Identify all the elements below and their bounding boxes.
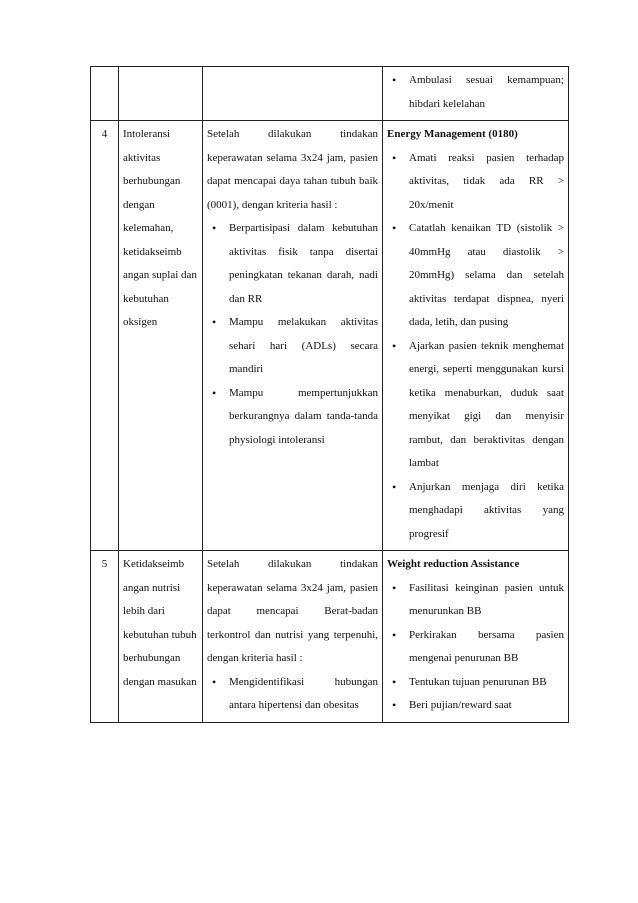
outcome-criteria-list bbox=[207, 671, 378, 718]
intervention-cell bbox=[383, 121, 569, 551]
intervention-list bbox=[387, 577, 564, 718]
outcome-cell bbox=[203, 67, 383, 121]
list-item: • Fasilitasi keinginan pasien untuk menurunkan BB bbox=[387, 577, 564, 624]
row-number bbox=[91, 67, 119, 121]
list-item: • Anjurkan menjaga diri ketika menghadapi aktivitas yang progresif bbox=[387, 476, 564, 547]
list-item: • Mampu melakukan aktivitas sehari hari (ADLs) secara mandiri bbox=[207, 311, 378, 382]
table-row bbox=[91, 551, 569, 723]
list-item: • Amati reaksi pasien terhadap aktivitas, tidak ada RR > 20x/menit bbox=[387, 147, 564, 218]
nursing-care-plan-table bbox=[90, 66, 569, 723]
outcome-cell bbox=[203, 121, 383, 551]
intervention-cell bbox=[383, 551, 569, 723]
outcome-text: Setelah dilakukan tindakan keperawatan selama 3x24 jam, pasien dapat mencapai Berat-badan terkontrol dan nutrisi yang terpenuhi, dengan kriteria hasil : bbox=[207, 558, 378, 664]
table-row bbox=[91, 121, 569, 551]
row-number: 4 bbox=[91, 121, 119, 551]
outcome-text: Setelah dilakukan tindakan keperawatan selama 3x24 jam, pasien dapat mencapai daya tahan tubuh baik (0001), dengan kriteria hasil : bbox=[207, 128, 378, 211]
intervention-title: Weight reduction Assistance bbox=[387, 558, 520, 570]
list-item: • Tentukan tujuan penurunan BB bbox=[387, 671, 564, 695]
intervention-cell bbox=[383, 67, 569, 121]
outcome-criteria-list bbox=[207, 217, 378, 452]
intervention-list bbox=[387, 147, 564, 547]
row-number: 5 bbox=[91, 551, 119, 723]
list-item: • Ambulasi sesuai kemampuan; hibdari kelelahan bbox=[387, 69, 564, 116]
outcome-cell bbox=[203, 551, 383, 723]
list-item: • Beri pujian/reward saat bbox=[387, 694, 564, 718]
list-item: • Perkirakan bersama pasien mengenai penurunan BB bbox=[387, 624, 564, 671]
intervention-list bbox=[387, 69, 564, 116]
diagnosis-cell: Intoleransi aktivitas berhubungan dengan kelemahan, ketidakseimb angan suplai dan kebutuhan oksigen bbox=[119, 121, 203, 551]
list-item: • Mengidentifikasi hubungan antara hipertensi dan obesitas bbox=[207, 671, 378, 718]
diagnosis-cell: Ketidakseimb angan nutrisi lebih dari kebutuhan tubuh berhubungan dengan masukan bbox=[119, 551, 203, 723]
list-item: • Berpartisipasi dalam kebutuhan aktivitas fisik tanpa disertai peningkatan tekanan darah, nadi dan RR bbox=[207, 217, 378, 311]
intervention-title: Energy Management (0180) bbox=[387, 128, 518, 140]
list-item: • Ajarkan pasien teknik menghemat energi, seperti menggunakan kursi ketika menaburkan, duduk saat menyikat gigi dan menyisir rambut, dan beraktivitas dengan lambat bbox=[387, 335, 564, 476]
list-item: • Mampu mempertunjukkan berkurangnya dalam tanda-tanda physiologi intoleransi bbox=[207, 382, 378, 453]
list-item: • Catatlah kenaikan TD (sistolik > 40mmHg atau diastolik > 20mmHg) selama dan setelah aktivitas terdapat dispnea, nyeri dada, letih, dan pusing bbox=[387, 217, 564, 335]
diagnosis-cell bbox=[119, 67, 203, 121]
table-row bbox=[91, 67, 569, 121]
